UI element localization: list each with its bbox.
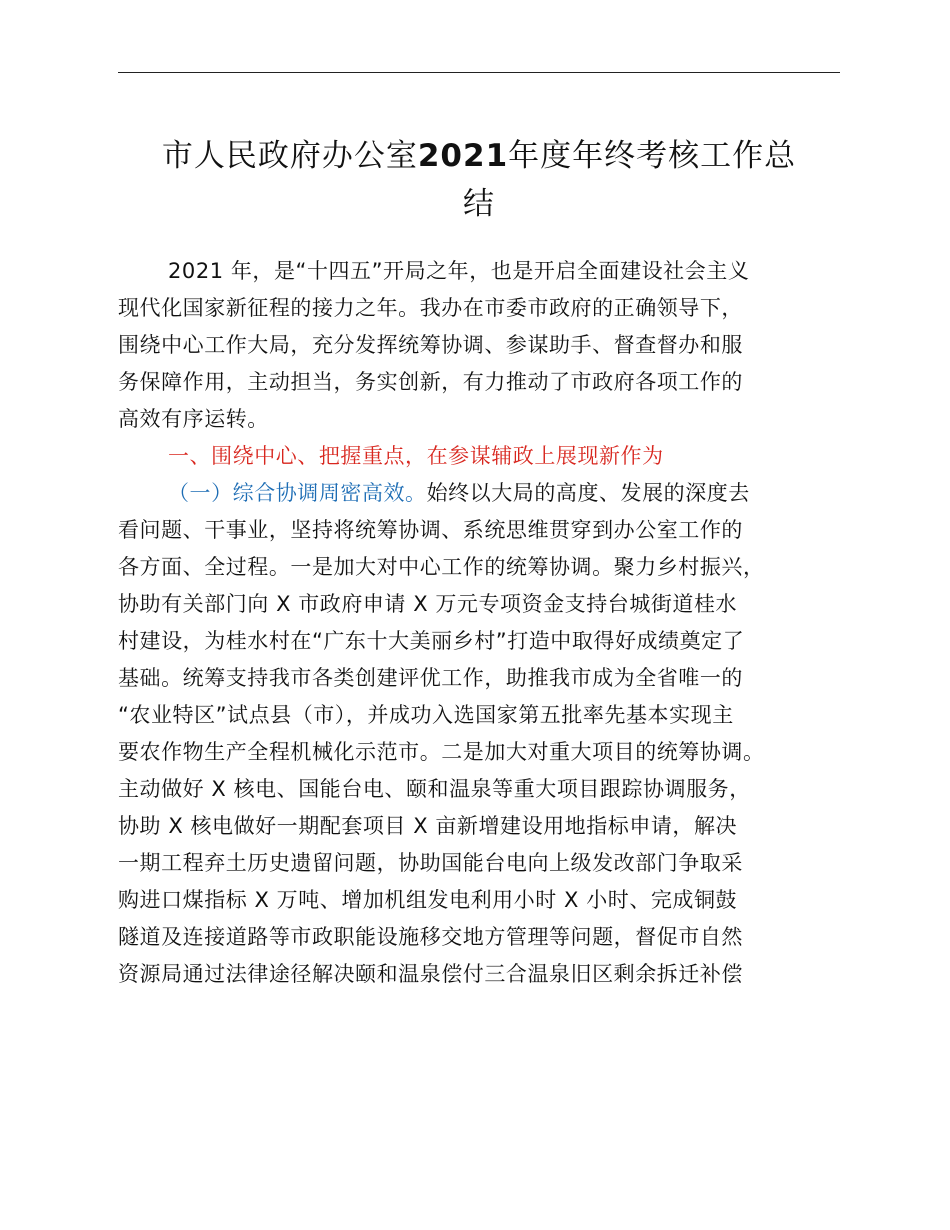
subsection-1-text: 始终以大局的高度、发展的深度去 xyxy=(426,481,750,505)
intro-line: 现代化国家新征程的接力之年。我办在市委市政府的正确领导下， xyxy=(118,296,743,320)
body-line: 各方面、全过程。一是加大对中心工作的统筹协调。聚力乡村振兴， xyxy=(118,555,765,579)
body-line: 基础。统筹支持我市各类创建评优工作，助推我市成为全省唯一的 xyxy=(118,666,743,690)
body-line: 看问题、干事业，坚持将统筹协调、系统思维贯穿到办公室工作的 xyxy=(118,518,743,542)
subsection-1-first-line xyxy=(118,475,858,512)
body-line: 主动做好 X 核电、国能台电、颐和温泉等重大项目跟踪协调服务， xyxy=(118,777,751,801)
body-line: 要农作物生产全程机械化示范市。二是加大对重大项目的统筹协调。 xyxy=(118,740,765,764)
title-part-3: 结 xyxy=(463,186,495,222)
document-body xyxy=(118,253,858,993)
intro-line: 高效有序运转。 xyxy=(118,407,269,431)
header-rule xyxy=(118,72,840,73)
title-year: 2021 xyxy=(417,138,509,174)
section-1-heading: 一、围绕中心、把握重点，在参谋辅政上展现新作为 xyxy=(168,444,664,468)
body-line: 协助 X 核电做好一期配套项目 X 亩新增建设用地指标申请，解决 xyxy=(118,814,738,838)
body-line: 隧道及连接道路等市政职能设施移交地方管理等问题，督促市自然 xyxy=(118,925,743,949)
document-title xyxy=(118,132,840,228)
intro-line: 务保障作用，主动担当，务实创新，有力推动了市政府各项工作的 xyxy=(118,370,743,394)
intro-line: 围绕中心工作大局，充分发挥统筹协调、参谋助手、督查督办和服 xyxy=(118,333,743,357)
body-line: 资源局通过法律途径解决颐和温泉偿付三合温泉旧区剩余拆迁补偿 xyxy=(118,962,743,986)
intro-line: 2021 年，是“十四五”开局之年，也是开启全面建设社会主义 xyxy=(168,259,750,283)
title-part-1: 市人民政府办公室 xyxy=(161,138,418,174)
body-line: 协助有关部门向 X 市政府申请 X 万元专项资金支持台城街道桂水 xyxy=(118,592,738,616)
body-line: 购进口煤指标 X 万吨、增加机组发电利用小时 X 小时、完成铜鼓 xyxy=(118,888,738,912)
body-line: “农业特区”试点县（市），并成功入选国家第五批率先基本实现主 xyxy=(118,703,734,727)
body-line: 一期工程弃土历史遗留问题，协助国能台电向上级发改部门争取采 xyxy=(118,851,743,875)
title-part-2: 年度年终考核工作总 xyxy=(508,138,797,174)
subsection-1-title: （一）综合协调周密高效。 xyxy=(168,481,427,505)
body-line: 村建设，为桂水村在“广东十大美丽乡村”打造中取得好成绩奠定了 xyxy=(118,629,745,653)
